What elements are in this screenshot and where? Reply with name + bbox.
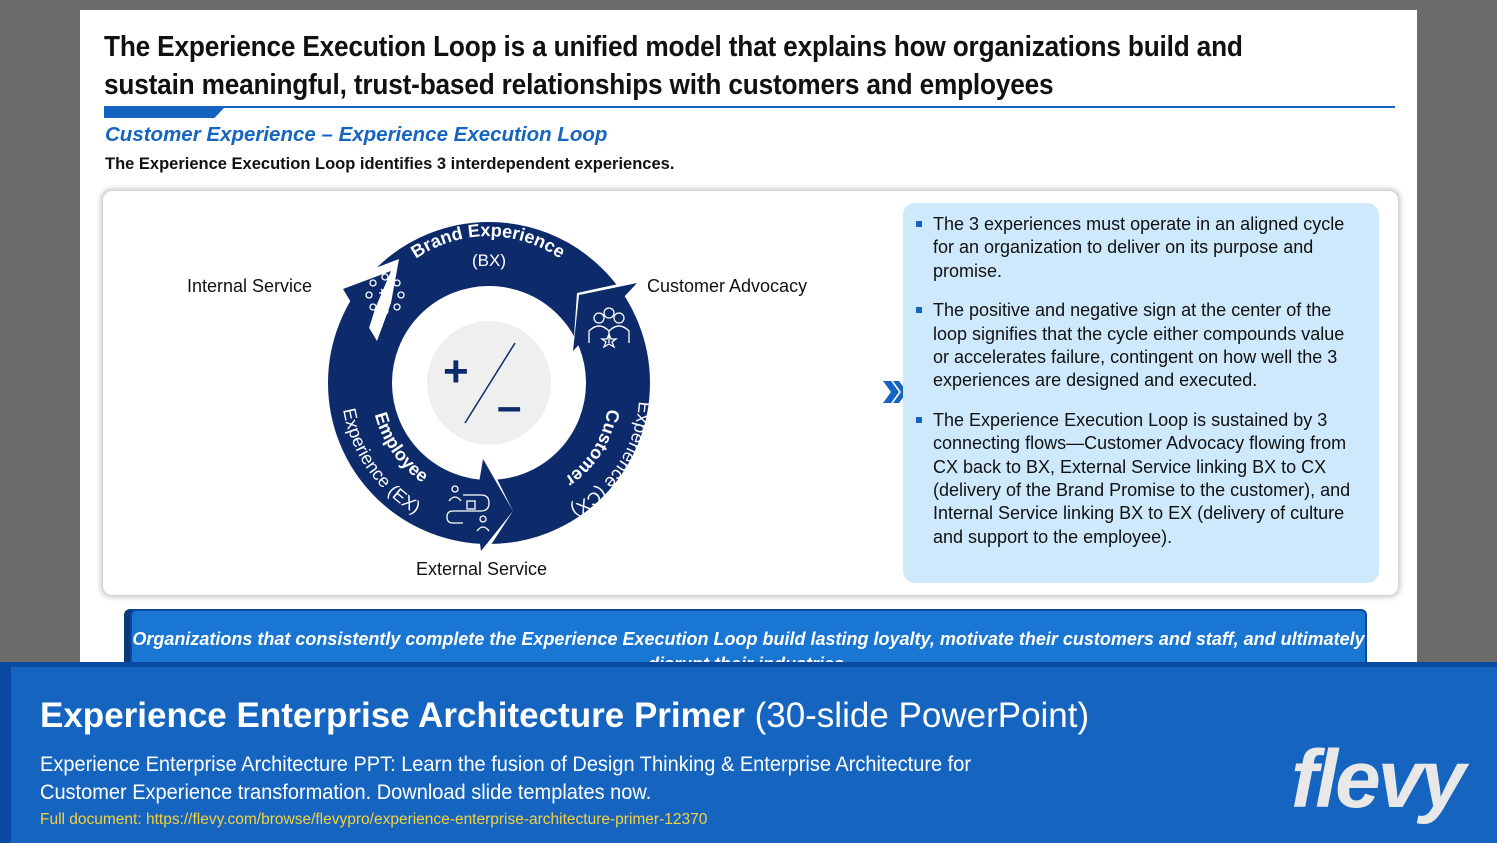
note-item: The positive and negative sign at the center of the loop signifies that the cycle either compounds value or accelerates failure, contingent on how well the 3 experiences are designed and executed. [933, 299, 1365, 392]
title-line-2: sustain meaningful, trust-based relationships with customers and employees [104, 69, 1054, 101]
slide-title [104, 28, 1282, 104]
center-minus: – [497, 382, 522, 431]
title-tab [104, 108, 224, 118]
note-item: The 3 experiences must operate in an aligned cycle for an organization to deliver on its purpose and promise. [933, 213, 1365, 283]
note-item: The Experience Execution Loop is sustained by 3 connecting flows—Customer Advocacy flowing from CX back to BX, External Service linking BX to CX (delivery of the Brand Promise to the customer), and Internal Service linking BX to EX (delivery of culture and support to the employee). [933, 409, 1365, 549]
notes-box [903, 203, 1379, 583]
footer-title-rest: (30-slide PowerPoint) [744, 696, 1090, 735]
flow-label-customer-advocacy: Customer Advocacy [647, 276, 808, 296]
flow-label-internal-service: Internal Service [187, 276, 313, 296]
flow-label-external-service: External Service [416, 559, 548, 579]
footer-title [40, 696, 1089, 736]
bx-label: Brand Experience [407, 220, 569, 263]
cx-sublabel: Experience (CX) [567, 400, 655, 521]
footer [0, 662, 1497, 843]
notes-list [933, 213, 1365, 549]
footer-title-bold: Experience Enterprise Architecture Primer [40, 696, 745, 735]
bx-sublabel: (BX) [472, 251, 506, 270]
ex-label: Employee [370, 409, 433, 487]
footer-link[interactable]: Full document: https://flevy.com/browse/flevypro/experience-enterprise-architecture-primer-12370 [40, 811, 708, 828]
center-plus: + [443, 347, 469, 396]
conclusion-banner: Organizations that consistently complete the Experience Execution Loop build lasting loyalty, motivate their customers and staff, and ultimately [130, 609, 1367, 670]
lead-text: The Experience Execution Loop identifies 3 interdependent experiences. [105, 155, 675, 173]
section-subtitle: Customer Experience – Experience Execution Loop [105, 123, 608, 146]
content-panel [102, 190, 1399, 596]
slide [80, 10, 1417, 670]
flevy-logo[interactable]: flevy [1291, 734, 1463, 825]
title-line-1: The Experience Execution Loop is a unified model that explains how organizations build and [104, 31, 1243, 63]
cx-label: Customer [561, 408, 624, 492]
footer-description: Experience Enterprise Architecture PPT: Learn the fusion of Design Thinking & Enterprise Architecture for Customer Experience transformation. Download slide templates now. [40, 752, 971, 804]
experience-loop-diagram [103, 191, 883, 597]
footer-panel [11, 667, 1497, 843]
title-rule [104, 106, 1395, 108]
ex-sublabel: Experience (EX) [339, 406, 424, 518]
